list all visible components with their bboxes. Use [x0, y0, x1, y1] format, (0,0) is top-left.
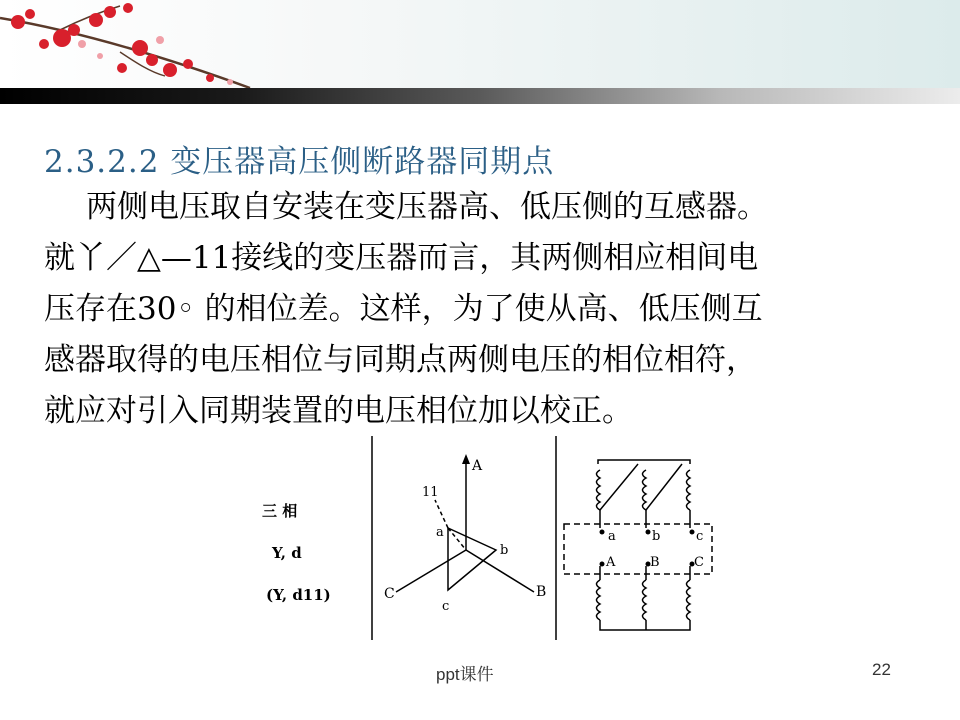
winding-label-b: b — [652, 529, 661, 544]
phasor-label-c: c — [442, 599, 450, 614]
body-line: 就丫／△—11接线的变压器而言，其两侧相应相间电 — [44, 240, 759, 276]
phasor-diagram — [396, 454, 534, 592]
diagram-label-yd11: (Y, d11) — [266, 586, 331, 604]
diagram-label-three-phase: 三 相 — [262, 502, 298, 520]
body-paragraph — [44, 182, 924, 437]
winding-label-A: A — [606, 555, 616, 570]
transformer-connection-diagram — [250, 430, 720, 645]
phasor-label-C: C — [384, 586, 395, 602]
page-number: 22 — [872, 660, 891, 679]
plum-blossom-decoration — [0, 0, 300, 100]
winding-label-C: C — [694, 555, 704, 570]
transformer-windings — [564, 460, 712, 630]
winding-label-c: c — [696, 529, 704, 544]
body-line: 两侧电压取自安装在变压器高、低压侧的互感器。 — [86, 189, 768, 225]
phasor-label-B: B — [536, 584, 547, 600]
footer-label: ppt课件 — [436, 665, 494, 684]
phasor-label-clock: 11 — [422, 485, 439, 500]
diagram-label-yd: Y, d — [272, 544, 302, 562]
winding-label-a: a — [608, 529, 616, 544]
body-line: 感器取得的电压相位与同期点两侧电压的相位相符， — [44, 342, 757, 378]
header-divider-bar — [0, 88, 960, 104]
section-heading: 2.3.2.2 变压器高压侧断路器同期点 — [44, 144, 555, 180]
phasor-label-b: b — [500, 543, 509, 558]
phasor-label-a: a — [436, 525, 444, 540]
body-line: 压存在30◦ 的相位差。这样，为了使从高、低压侧互 — [44, 291, 763, 327]
body-line: 就应对引入同期装置的电压相位加以校正。 — [44, 393, 633, 429]
phasor-label-A: A — [472, 458, 483, 474]
winding-label-B: B — [650, 555, 660, 570]
